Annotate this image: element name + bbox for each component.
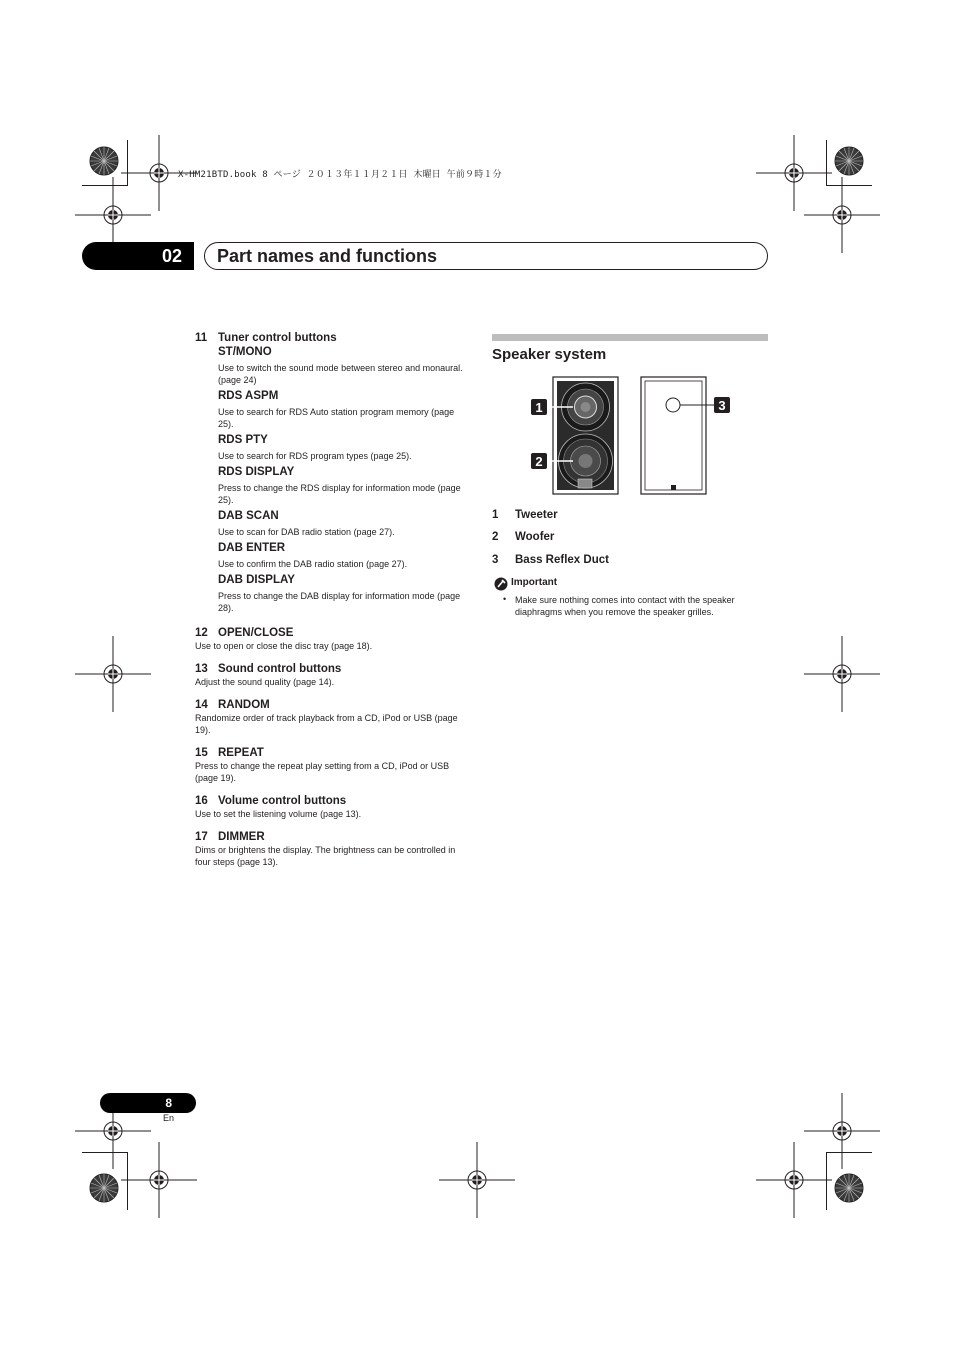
sub-desc: Press to change the RDS display for information mode (page 25). bbox=[218, 483, 461, 505]
item-desc: Use to set the listening volume (page 13). bbox=[195, 809, 362, 819]
item-title: OPEN/CLOSE bbox=[218, 627, 294, 639]
item-11 bbox=[195, 331, 470, 614]
callout-1: 1 bbox=[535, 400, 543, 415]
chapter-title-box bbox=[204, 242, 768, 270]
item-title: REPEAT bbox=[218, 747, 264, 759]
legend-item-woofer bbox=[492, 530, 554, 544]
item-17 bbox=[195, 830, 470, 868]
sub-desc: Use to confirm the DAB radio station (page 27). bbox=[218, 559, 408, 569]
legend-number: 2 bbox=[492, 531, 499, 543]
important-icon bbox=[494, 577, 508, 591]
bass-reflex-duct-graphic bbox=[666, 398, 680, 412]
item-title: Volume control buttons bbox=[218, 795, 347, 807]
legend-label: Woofer bbox=[515, 531, 555, 543]
item-12 bbox=[195, 626, 470, 652]
speaker-rear-panel bbox=[645, 381, 702, 490]
item-number: 16 bbox=[195, 795, 208, 807]
item-desc: Randomize order of track playback from a CD, iPod or USB (page 19). bbox=[195, 713, 458, 735]
item-title: RANDOM bbox=[218, 699, 270, 711]
item-number: 11 bbox=[195, 332, 208, 344]
page-number: 8 bbox=[100, 1093, 196, 1113]
callout-3: 3 bbox=[718, 398, 726, 413]
item-desc: Dims or brightens the display. The brightness can be controlled in four steps (page 13). bbox=[195, 845, 456, 867]
item-number: 15 bbox=[195, 747, 208, 759]
sub-desc: Use to search for RDS Auto station program memory (page 25). bbox=[218, 407, 455, 429]
legend-number: 3 bbox=[492, 554, 499, 566]
sub-title: RDS ASPM bbox=[218, 390, 279, 402]
section-title: Speaker system bbox=[492, 346, 607, 363]
chapter-title: Part names and functions bbox=[217, 246, 438, 266]
legend-item-tweeter bbox=[492, 508, 558, 522]
legend-label: Bass Reflex Duct bbox=[515, 554, 609, 566]
item-number: 13 bbox=[195, 663, 208, 675]
item-desc: Adjust the sound quality (page 14). bbox=[195, 677, 335, 687]
speaker-section bbox=[492, 334, 768, 365]
item-number: 12 bbox=[195, 627, 208, 639]
sub-desc: Press to change the DAB display for information mode (page 28). bbox=[218, 591, 461, 613]
item-13 bbox=[195, 662, 470, 688]
important-title: Important bbox=[511, 577, 558, 588]
legend-label: Tweeter bbox=[515, 509, 558, 521]
item-number: 17 bbox=[195, 831, 208, 843]
legend-number: 1 bbox=[492, 509, 499, 521]
sub-desc: Use to switch the sound mode between stereo and monaural. (page 24) bbox=[218, 363, 463, 385]
section-bar bbox=[492, 334, 768, 341]
speaker-illustration bbox=[528, 375, 738, 497]
item-16 bbox=[195, 794, 470, 820]
sub-title: DAB SCAN bbox=[218, 510, 279, 522]
page-language: En bbox=[163, 1113, 175, 1123]
item-title: Tuner control buttons bbox=[218, 332, 337, 344]
sub-title: DAB ENTER bbox=[218, 542, 286, 554]
rear-terminal bbox=[671, 485, 676, 490]
callout-2: 2 bbox=[535, 454, 543, 469]
print-info: X-HM21BTD.book 8 ページ ２０１３年１１月２１日 木曜日 午前９時１分 bbox=[178, 170, 502, 180]
sub-title: RDS PTY bbox=[218, 434, 268, 446]
item-desc: Press to change the repeat play setting from a CD, iPod or USB (page 19). bbox=[195, 761, 450, 783]
item-number: 14 bbox=[195, 699, 208, 711]
item-14 bbox=[195, 698, 470, 736]
speaker-badge bbox=[578, 479, 592, 488]
sub-title: DAB DISPLAY bbox=[218, 574, 295, 586]
item-15 bbox=[195, 746, 470, 784]
important-text: Make sure nothing comes into contact with the speaker diaphragms when you remove the speaker grilles. bbox=[515, 595, 735, 617]
bullet-marker: • bbox=[503, 594, 507, 604]
legend-item-bass-reflex-duct bbox=[492, 553, 609, 567]
sub-desc: Use to scan for DAB radio station (page 27). bbox=[218, 527, 395, 537]
sub-desc: Use to search for RDS program types (page 25). bbox=[218, 451, 412, 461]
left-column bbox=[195, 331, 470, 868]
chapter-number: 02 bbox=[82, 242, 194, 270]
item-title: Sound control buttons bbox=[218, 663, 342, 675]
item-title: DIMMER bbox=[218, 831, 265, 843]
sub-title: RDS DISPLAY bbox=[218, 466, 295, 478]
item-desc: Use to open or close the disc tray (page 18). bbox=[195, 641, 373, 651]
sub-title: ST/MONO bbox=[218, 346, 272, 358]
